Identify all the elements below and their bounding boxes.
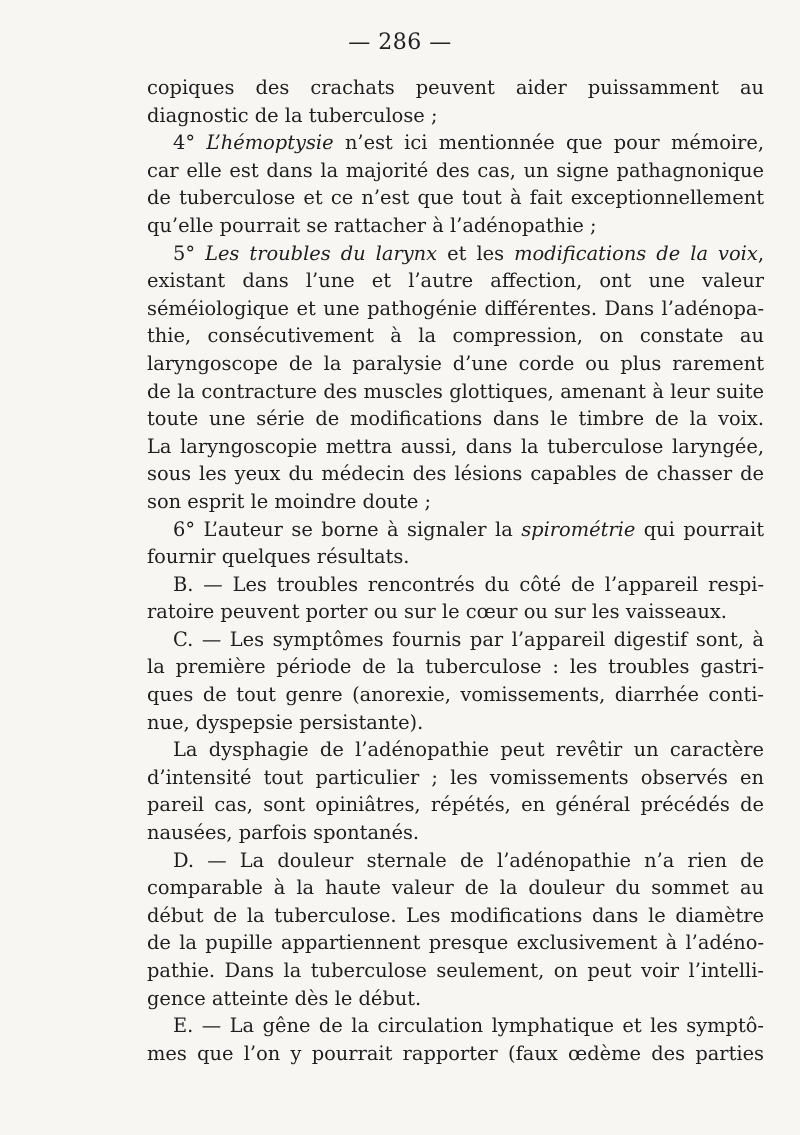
line-text: ,	[757, 241, 764, 265]
text-line	[147, 847, 764, 875]
line-text: mes que l’on y pourrait rapporter (faux œdème des parties	[147, 1041, 764, 1065]
text-line	[147, 1012, 764, 1040]
line-text: sous les yeux du médecin des lésions capables de chasser de	[147, 462, 764, 486]
text-line	[147, 295, 764, 323]
text-line	[147, 433, 764, 461]
text-line	[147, 184, 764, 212]
line-text: existant dans l’une et l’autre affection, ont une valeur	[147, 269, 764, 293]
italic-text: L’hémoptysie	[206, 131, 334, 155]
text-line	[147, 74, 764, 102]
text-line	[147, 626, 764, 654]
line-text: gence atteinte dès le début.	[147, 986, 422, 1010]
italic-text: spirométrie	[521, 517, 636, 541]
text-line	[147, 874, 764, 902]
text-line	[147, 350, 764, 378]
line-text: la première période de la tuberculose : les troubles gastri-	[147, 655, 764, 679]
italic-text: Les troubles du larynx	[205, 241, 438, 265]
text-line	[147, 212, 764, 240]
line-text: toute une série de modifications dans le timbre de la voix.	[147, 407, 764, 431]
line-text: et les	[437, 241, 515, 265]
line-text: nausées, parfois spontanés.	[147, 821, 420, 845]
line-text: pathie. Dans la tuberculose seulement, on peut voir l’intelli-	[147, 959, 764, 982]
text-line	[147, 764, 764, 792]
line-text: 5°	[173, 241, 206, 265]
line-text: d’intensité tout particulier ; les vomissements observés en	[147, 765, 764, 789]
line-text: B. — Les troubles rencontrés du côté de l’appareil respi-	[173, 572, 764, 596]
text-line	[147, 985, 764, 1013]
line-text: son esprit le moindre doute ;	[147, 489, 431, 513]
text-line	[147, 129, 764, 157]
line-text: 4°	[173, 131, 207, 155]
line-text: de la contracture des muscles glottiques, amenant à leur suite	[147, 379, 764, 403]
text-line	[147, 267, 764, 295]
line-text: de la pupille appartiennent presque exclusivement à l’adéno-	[147, 931, 764, 955]
text-line	[147, 681, 764, 709]
text-line	[147, 378, 764, 406]
line-text: E. — La gêne de la circulation lymphatique et les symptô-	[173, 1014, 764, 1038]
line-text: nue, dyspepsie persistante).	[147, 710, 424, 734]
line-text: ratoire peuvent porter ou sur le cœur ou sur les vaisseaux.	[147, 600, 727, 624]
text-line	[147, 736, 764, 764]
line-text: début de la tuberculose. Les modifications dans le diamètre	[147, 903, 764, 927]
line-text: ques de tout genre (anorexie, vomissements, diarrhée conti-	[147, 683, 764, 707]
line-text: diagnostic de la tuberculose ;	[147, 103, 438, 127]
line-text: pareil cas, sont opiniâtres, répétés, en général précédés de	[147, 793, 764, 817]
line-text: copiques des crachats peuvent aider puissamment au	[147, 76, 764, 99]
text-line	[147, 653, 764, 681]
body-text	[147, 74, 764, 1067]
line-text: n’est ici mentionnée que pour mémoire,	[333, 131, 764, 155]
line-text: D. — La douleur sternale de l’adénopathie n’a rien de	[173, 848, 764, 872]
text-line	[147, 516, 764, 544]
line-text: qu’elle pourrait se rattacher à l’adénopathie ;	[147, 213, 597, 237]
text-line	[147, 488, 764, 516]
line-text: 6° L’auteur se borne à signaler la	[173, 517, 522, 541]
text-line	[147, 405, 764, 433]
line-text: qui pourrait	[635, 517, 764, 541]
text-line	[147, 240, 764, 268]
line-text: laryngoscope de la paralysie d’une corde ou plus rarement	[147, 351, 764, 375]
line-text: fournir quelques résultats.	[147, 545, 410, 569]
italic-text: modifications de la voix	[514, 241, 758, 265]
text-line	[147, 791, 764, 819]
text-line	[147, 543, 764, 571]
line-text: car elle est dans la majorité des cas, un signe pathagnonique	[147, 158, 764, 182]
text-line	[147, 929, 764, 957]
text-line	[147, 819, 764, 847]
text-line	[147, 102, 764, 130]
line-text: comparable à la haute valeur de la douleur du sommet au	[147, 876, 764, 900]
text-line	[147, 157, 764, 185]
line-text: thie, consécutivement à la compression, on constate au	[147, 324, 764, 348]
line-text: La laryngoscopie mettra aussi, dans la tuberculose laryngée,	[147, 434, 764, 458]
line-text: de tuberculose et ce n’est que tout à fait exceptionnellement	[147, 186, 764, 210]
text-line	[147, 1040, 764, 1068]
line-text: La dysphagie de l’adénopathie peut revêtir un caractère	[173, 738, 764, 762]
text-line	[147, 571, 764, 599]
page-number: — 286 —	[348, 30, 452, 55]
text-line	[147, 460, 764, 488]
text-line	[147, 902, 764, 930]
text-line	[147, 598, 764, 626]
text-line	[147, 957, 764, 985]
line-text: séméiologique et une pathogénie différentes. Dans l’adénopa-	[147, 296, 764, 320]
text-line	[147, 322, 764, 350]
line-text: C. — Les symptômes fournis par l’appareil digestif sont, à	[173, 627, 764, 651]
text-line	[147, 709, 764, 737]
